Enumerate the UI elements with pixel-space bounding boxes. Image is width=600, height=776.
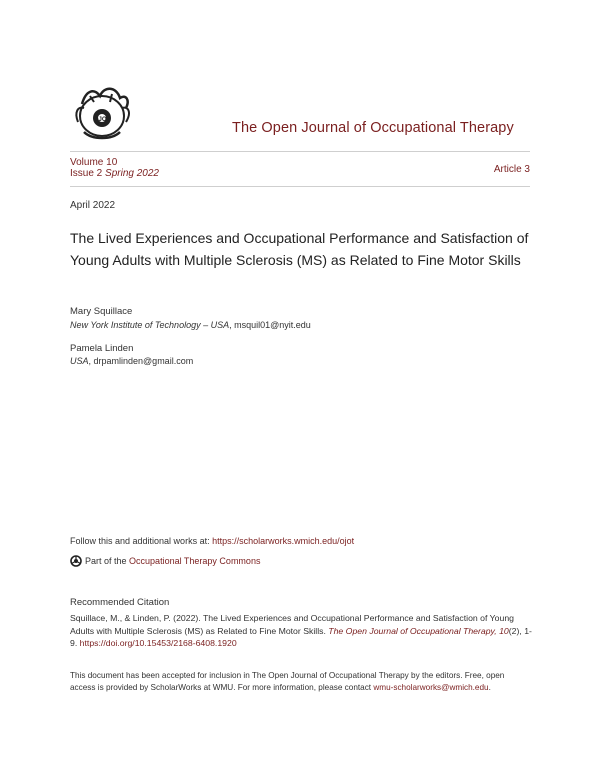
author-affiliation [70, 356, 193, 366]
inclusion-notice [70, 670, 532, 693]
logo-lettering: OJOT [93, 117, 111, 123]
follow-line [70, 536, 354, 546]
journal-seal-icon [70, 82, 134, 144]
follow-text: Follow this and additional works at: [70, 536, 213, 546]
author-email: , msquil01@nyit.edu [229, 320, 311, 330]
meta-divider [70, 186, 530, 187]
publication-date: April 2022 [70, 200, 116, 211]
citation-journal: The Open Journal of Occupational Therapy, 10 [328, 625, 509, 636]
author-affiliation [70, 320, 311, 330]
citation-issue: (2), 1-9. [70, 625, 532, 648]
issue-link[interactable] [70, 168, 159, 179]
volume-link[interactable]: Volume 10 [70, 157, 118, 168]
part-of-prefix: Part of the [85, 556, 127, 566]
commons-link[interactable]: Occupational Therapy Commons [129, 556, 261, 566]
citation-heading: Recommended Citation [70, 597, 170, 608]
recommended-citation [70, 612, 532, 650]
repository-link[interactable]: https://scholarworks.wmich.edu/ojot [212, 536, 355, 546]
article-title: The Lived Experiences and Occupational Performance and Satisfaction of Young Adults with Multiple Sclerosis (MS) as Related to Fine Motor Skills [70, 230, 529, 268]
journal-title[interactable]: The Open Journal of Occupational Therapy [232, 120, 514, 136]
header-divider [70, 151, 530, 152]
issue-season: Spring 2022 [105, 168, 159, 179]
contact-email-link[interactable]: wmu-scholarworks@wmich.edu [373, 682, 489, 692]
affiliation-name: New York Institute of Technology – USA [70, 320, 230, 330]
author-email: , drpamlinden@gmail.com [88, 356, 194, 366]
issue-number: Issue 2 [70, 168, 103, 179]
doi-link[interactable]: https://doi.org/10.15453/2168-6408.1920 [79, 638, 237, 648]
notice-end: . [488, 682, 491, 692]
part-of-line [70, 555, 260, 567]
article-number-link[interactable]: Article 3 [493, 164, 530, 175]
journal-logo [70, 82, 134, 144]
affiliation-name: USA [70, 356, 89, 366]
author-name: Pamela Linden [70, 343, 134, 354]
network-commons-icon [70, 555, 82, 567]
citation-text: Squillace, M., & Linden, P. (2022). The Lived Experiences and Occupational Performance and Satisfaction of Young Adults with Multiple Sclerosis (MS) as Related to Fine Motor Skills. [70, 613, 514, 636]
notice-text: This document has been accepted for inclusion in The Open Journal of Occupational Therapy by the editors. Free, open access is provided by ScholarWorks at WMU. For more information, please contact [70, 671, 505, 692]
author-name: Mary Squillace [70, 306, 133, 317]
